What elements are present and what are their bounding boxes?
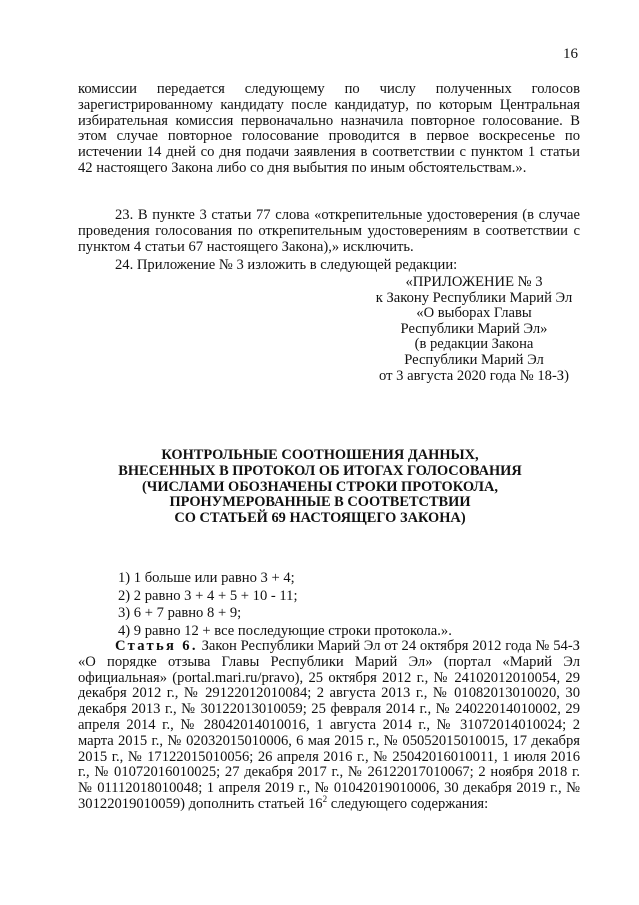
heading-line-3: (ЧИСЛАМИ ОБОЗНАЧЕНЫ СТРОКИ ПРОТОКОЛА, (141, 478, 499, 495)
heading-line-2: ВНЕСЕННЫХ В ПРОТОКОЛ ОБ ИТОГАХ ГОЛОСОВАНИЯ (118, 462, 522, 479)
article-6-label: Статья 6. (115, 638, 198, 654)
list-item: 4) 9 равно 12 + все последующие строки протокола.». (118, 622, 452, 639)
appendix-edition-1: (в редакции Закона (414, 336, 534, 353)
article-6-ending: следующего содержания: (327, 795, 489, 812)
relations-list (118, 570, 452, 640)
list-item: 1) 1 больше или равно 3 + 4; (118, 570, 295, 586)
section-heading (100, 448, 540, 527)
list-item: 2) 2 равно 3 + 4 + 5 + 10 - 11; (118, 587, 298, 604)
appendix-block (360, 275, 588, 384)
heading-line-1: КОНТРОЛЬНЫЕ СООТНОШЕНИЯ ДАННЫХ, (161, 447, 479, 463)
heading-line-4: ПРОНУМЕРОВАННЫЕ В СООТВЕТСТВИИ (169, 494, 471, 511)
appendix-edition-date: от 3 августа 2020 года № 18-З) (379, 367, 569, 384)
item-23-paragraph: 23. В пункте 3 статьи 77 слова «открепительные удостоверения (в случае проведения голосования по открепительным удостоверениям в соответствии с пунктом 4 статьи 67 настоящего Закона),» исключить. (78, 207, 580, 255)
intro-paragraph: комиссии передается следующему по числу полученных голосов зарегистрированному кандидату после кандидатур, по которым Центральная избирательная комиссия первоначально назначила повторное голосование. В этом случае повторное голосование проводится в первое воскресенье по истечении 14 дней со дня подачи заявления в соответствии с пунктом 1 статьи 42 настоящего Закона либо со дня выбытия по иным обстоятельствам.». (78, 81, 580, 176)
item-24-line: 24. Приложение № 3 изложить в следующей редакции: (115, 257, 458, 273)
page-number: 16 (563, 46, 578, 62)
article-6-text: Закон Республики Марий Эл от 24 октября 2012 года № 54-З «О порядке отзыва Главы Республики Марий Эл» (портал «Марий Эл официальная» (portal.mari.ru/pravo), 25 октября 2012 г., № 24102012010054, 29 декабря 2012 г., № 29122012010084; 2 августа 2013 г., № 01082013010020, 30 декабря 2013 г., № 30122013010059; 25 февраля 2014 г., № 24022014010002, 29 апреля 2014 г., № 28042014010016, 1 августа 2014 г., № 31072014010024; 2 марта 2015 г., № 02032015010006, 6 мая 2015 г., № 05052015010015, 17 декабря 2015 г., № 17122015010056; 26 апреля 2016 г., № 25042016010011, 1 июля 2016 г., № 01072016010025; 27 декабря 2017 г., № 26122017010067; 2 ноября 2018 г. № 01112018010048; 1 апреля 2019 г., № 01042019010006, 30 декабря 2019 г., № 30122019010059) дополнить статьей 16 (78, 638, 580, 812)
list-item: 3) 6 + 7 равно 8 + 9; (118, 605, 242, 622)
appendix-law-name-2: Республики Марий Эл» (400, 320, 548, 337)
appendix-title: «ПРИЛОЖЕНИЕ № 3 (405, 274, 543, 290)
appendix-law-name-1: «О выборах Главы (416, 305, 532, 322)
article-6-paragraph (78, 639, 580, 813)
appendix-law-line: к Закону Республики Марий Эл (375, 289, 573, 306)
article-6-superscript: 2 (322, 794, 328, 805)
appendix-edition-2: Республики Марий Эл (404, 351, 544, 368)
heading-line-5: СО СТАТЬЕЙ 69 НАСТОЯЩЕГО ЗАКОНА) (174, 510, 466, 527)
